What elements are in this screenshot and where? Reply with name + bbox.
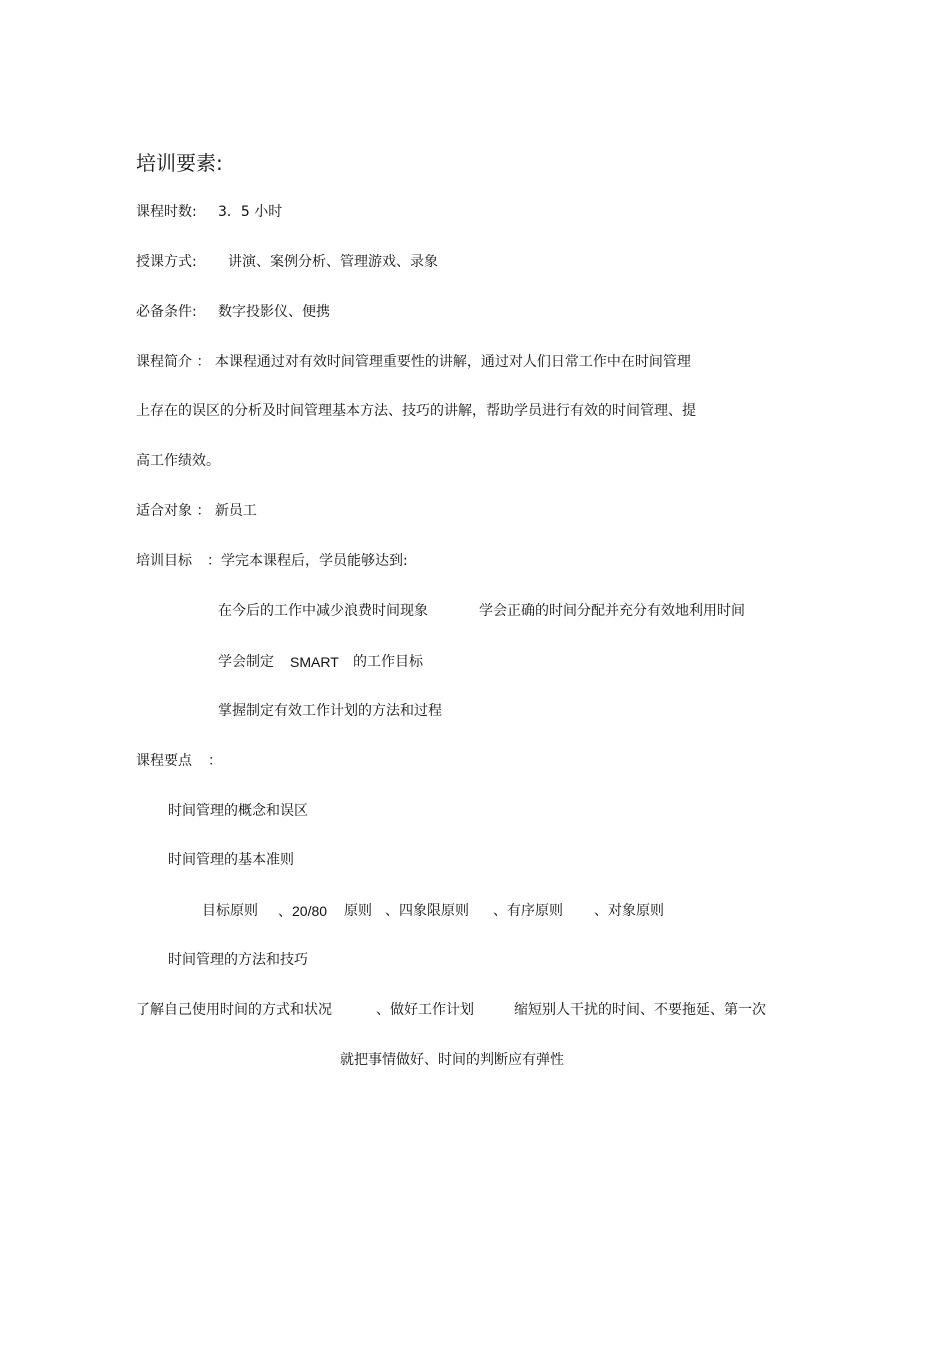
requirements-label: 必备条件:: [136, 304, 197, 320]
technique-c: 缩短别人干扰的时间、不要拖延、第一次: [514, 1002, 766, 1018]
goal-item-1a: 在今后的工作中减少浪费时间现象: [218, 603, 428, 619]
technique-b: 、做好工作计划: [376, 1002, 474, 1018]
hours-label: 课程时数:: [136, 204, 197, 220]
intro-line-2: 上存在的误区的分析及时间管理基本方法、技巧的讲解，帮助学员进行有效的时间管理、提: [136, 403, 696, 419]
goal-item-1b: 学会正确的时间分配并充分有效地利用时间: [479, 603, 745, 619]
intro-line-1: 课程简介 ： 本课程通过对有效时间管理重要性的讲解，通过对人们日常工作中在时间管理: [136, 354, 691, 370]
points-colon: ：: [208, 753, 222, 769]
principle-2080-suffix: 原则: [344, 903, 372, 919]
goal-label: 培训目标: [136, 553, 192, 569]
method-label: 授课方式:: [136, 254, 197, 270]
audience-line: 适合对象 ： 新员工: [136, 503, 257, 519]
goal-item-2b: SMART: [290, 654, 339, 670]
technique-d: 就把事情做好、时间的判断应有弹性: [340, 1052, 564, 1068]
point-item-2: 时间管理的基本准则: [168, 852, 294, 868]
goal-item-2c: 的工作目标: [353, 654, 423, 670]
section-title: 培训要素:: [136, 151, 223, 175]
hours-value: 3．5 小时: [218, 204, 283, 220]
principle-2080: 、20/80: [278, 903, 328, 919]
technique-a: 了解自己使用时间的方式和状况: [136, 1002, 332, 1018]
goal-intro: ：学完本课程后，学员能够达到:: [207, 553, 408, 569]
goal-item-2a: 学会制定: [218, 654, 274, 670]
point-item-3: 时间管理的方法和技巧: [168, 952, 308, 968]
point-item-1: 时间管理的概念和误区: [168, 803, 308, 819]
principle-object: 、对象原则: [594, 903, 664, 919]
method-value: 讲演、案例分析、管理游戏、录象: [228, 254, 438, 270]
requirements-value: 数字投影仪、便携: [218, 304, 330, 320]
principle-target: 目标原则: [202, 903, 258, 919]
principle-order: 、有序原则: [493, 903, 563, 919]
goal-item-3: 掌握制定有效工作计划的方法和过程: [218, 703, 442, 719]
intro-line-3: 高工作绩效。: [136, 453, 220, 469]
principle-quadrant: 、四象限原则: [385, 903, 469, 919]
points-label: 课程要点: [136, 753, 192, 769]
